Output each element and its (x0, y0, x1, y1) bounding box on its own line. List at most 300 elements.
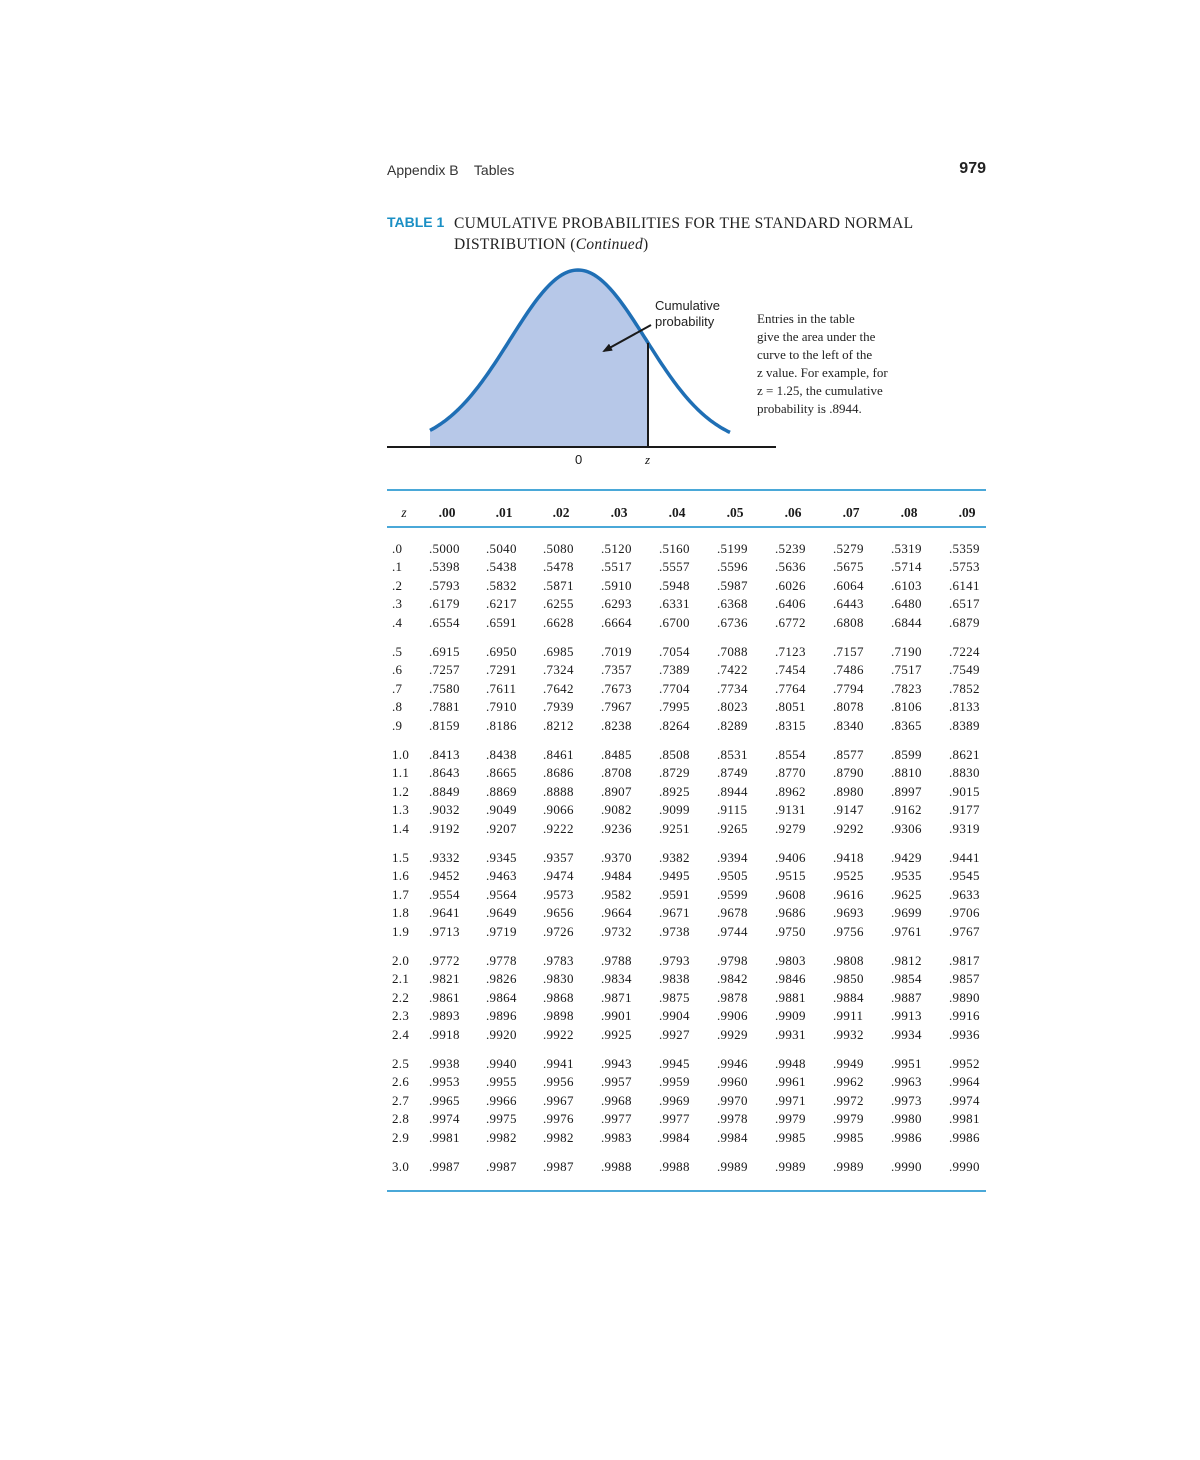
table-cell: .9177 (949, 802, 980, 818)
table-cell: .9357 (543, 850, 574, 865)
table-cell: .9545 (949, 868, 980, 884)
table-cell: .9976 (543, 1111, 574, 1127)
table-cell: .6772 (775, 614, 806, 630)
normal-curve-figure (0, 0, 1200, 480)
z-row-label: .7 (392, 680, 403, 696)
z-row-label: 2.8 (392, 1111, 410, 1127)
table-cell: .8340 (833, 717, 864, 733)
table-cell: .5199 (717, 541, 748, 556)
z-row-label: .2 (392, 577, 403, 593)
z-row-label: 1.1 (392, 765, 410, 781)
table-cell: .8997 (891, 783, 922, 799)
table-cell: .9750 (775, 923, 806, 939)
table-cell: .9772 (429, 953, 460, 968)
table-cell: .9943 (601, 1056, 632, 1071)
table-cell: .9970 (717, 1092, 748, 1108)
table-cell: .8212 (543, 717, 574, 733)
table-cell: .9925 (601, 1026, 632, 1042)
table-cell: .9977 (659, 1111, 690, 1127)
table-cell: .8389 (949, 717, 980, 733)
table-cell: .6103 (891, 577, 922, 593)
table-cell: .6915 (429, 644, 460, 659)
table-cell: .9972 (833, 1092, 864, 1108)
z-row-label: 2.3 (392, 1008, 410, 1024)
table-cell: .9808 (833, 953, 864, 968)
table-cell: .9949 (833, 1056, 864, 1071)
title-line2-suffix: ) (643, 236, 649, 253)
table-cell: .9306 (891, 820, 922, 836)
table-cell: .8686 (543, 765, 574, 781)
table-cell: .5000 (429, 541, 460, 556)
table-cell: .8461 (543, 747, 574, 762)
table-cell: .9664 (601, 905, 632, 921)
table-cell: .7257 (429, 662, 460, 678)
table-cell: .9955 (486, 1074, 517, 1090)
table-cell: .9901 (601, 1008, 632, 1024)
table-cell: .9893 (429, 1008, 460, 1024)
table-cell: .9982 (486, 1129, 517, 1145)
table-cell: .8830 (949, 765, 980, 781)
table-cell: .7764 (775, 680, 806, 696)
table-cell: .9898 (543, 1008, 574, 1024)
table-cell: .7454 (775, 662, 806, 678)
table-cell: .9032 (429, 802, 460, 818)
table-cell: .9931 (775, 1026, 806, 1042)
table-cell: .9066 (543, 802, 574, 818)
table-cell: .9783 (543, 953, 574, 968)
table-cell: .9370 (601, 850, 632, 865)
table-cell: .7673 (601, 680, 632, 696)
table-cell: .9147 (833, 802, 864, 818)
table-cell: .6664 (601, 614, 632, 630)
table-cell: .9956 (543, 1074, 574, 1090)
table-cell: .9484 (601, 868, 632, 884)
table-cell: .9599 (717, 886, 748, 902)
table-cell: .7088 (717, 644, 748, 659)
table-cell: .9821 (429, 971, 460, 987)
table-cell: .7291 (486, 662, 517, 678)
table-cell: .9418 (833, 850, 864, 865)
table-cell: .9922 (543, 1026, 574, 1042)
table-cell: .9927 (659, 1026, 690, 1042)
table-header-rule (387, 526, 986, 528)
table-cell: .9904 (659, 1008, 690, 1024)
table-cell: .9963 (891, 1074, 922, 1090)
table-cell: .9049 (486, 802, 517, 818)
note-line: z value. For example, for (757, 365, 888, 380)
table-cell: .9292 (833, 820, 864, 836)
table-cell: .9984 (659, 1129, 690, 1145)
table-cell: .9857 (949, 971, 980, 987)
table-cell: .8962 (775, 783, 806, 799)
table-cell: .5793 (429, 577, 460, 593)
table-cell: .5120 (601, 541, 632, 556)
table-cell: .9959 (659, 1074, 690, 1090)
table-cell: .9984 (717, 1129, 748, 1145)
table-cell: .9920 (486, 1026, 517, 1042)
z-row-label: 2.2 (392, 989, 410, 1005)
table-cell: .9929 (717, 1026, 748, 1042)
table-cell: .9881 (775, 989, 806, 1005)
z-row-label: .8 (392, 699, 403, 715)
table-cell: .9474 (543, 868, 574, 884)
table-cell: .6331 (659, 596, 690, 612)
z-row-label: 1.7 (392, 886, 410, 902)
table-cell: .9726 (543, 923, 574, 939)
table-cell: .9946 (717, 1056, 748, 1071)
table-cell: .9941 (543, 1056, 574, 1071)
table-cell: .5160 (659, 541, 690, 556)
table-cell: .9906 (717, 1008, 748, 1024)
table-cell: .9830 (543, 971, 574, 987)
column-header: .00 (438, 505, 456, 520)
table-cell: .7995 (659, 699, 690, 715)
table-cell: .9981 (949, 1111, 980, 1127)
table-cell: .9767 (949, 923, 980, 939)
table-cell: .8106 (891, 699, 922, 715)
table-cell: .9115 (717, 802, 748, 818)
table-cell: .9913 (891, 1008, 922, 1024)
table-cell: .9945 (659, 1056, 690, 1071)
table-cell: .8485 (601, 747, 632, 762)
table-cell: .9162 (891, 802, 922, 818)
table-cell: .9345 (486, 850, 517, 865)
table-cell: .5319 (891, 541, 922, 556)
z-row-label: 2.1 (392, 971, 410, 987)
column-header: .05 (726, 505, 744, 520)
column-header: .01 (495, 505, 513, 520)
page-number: 979 (959, 160, 986, 177)
table-cell: .9896 (486, 1008, 517, 1024)
table-cell: .9394 (717, 850, 748, 865)
table-cell: .9756 (833, 923, 864, 939)
table-cell: .9505 (717, 868, 748, 884)
table-cell: .9974 (429, 1111, 460, 1127)
table-cell: .8315 (775, 717, 806, 733)
table-cell: .5714 (891, 559, 922, 575)
table-cell: .8888 (543, 783, 574, 799)
column-header: .06 (784, 505, 802, 520)
table-cell: .9744 (717, 923, 748, 939)
table-cell: .9826 (486, 971, 517, 987)
column-header: .03 (610, 505, 628, 520)
table-cell: .5596 (717, 559, 748, 575)
table-cell: .9960 (717, 1074, 748, 1090)
table-cell: .8849 (429, 783, 460, 799)
table-cell: .7324 (543, 662, 574, 678)
table-cell: .9452 (429, 868, 460, 884)
table-cell: .9616 (833, 886, 864, 902)
table-cell: .7642 (543, 680, 574, 696)
table-cell: .9868 (543, 989, 574, 1005)
z-row-label: .4 (392, 614, 403, 630)
table-cell: .6141 (949, 577, 980, 593)
table-cell: .7611 (486, 680, 517, 696)
table-cell: .8708 (601, 765, 632, 781)
table-cell: .8790 (833, 765, 864, 781)
table-cell: .9382 (659, 850, 690, 865)
table-cell: .8508 (659, 747, 690, 762)
table-cell: .9693 (833, 905, 864, 921)
table-cell: .8365 (891, 717, 922, 733)
table-cell: .9236 (601, 820, 632, 836)
table-cell: .6628 (543, 614, 574, 630)
table-cell: .9951 (891, 1056, 922, 1071)
table-cell: .9990 (949, 1159, 980, 1174)
table-cell: .8413 (429, 747, 460, 762)
table-cell: .9990 (891, 1159, 922, 1174)
table-cell: .9641 (429, 905, 460, 921)
table-cell: .9846 (775, 971, 806, 987)
table-cell: .9884 (833, 989, 864, 1005)
table-cell: .8078 (833, 699, 864, 715)
table-cell: .9834 (601, 971, 632, 987)
table-cell: .8186 (486, 717, 517, 733)
z-row-label: 3.0 (392, 1159, 410, 1174)
table-cell: .7967 (601, 699, 632, 715)
table-cell: .9966 (486, 1092, 517, 1108)
table-cell: .8907 (601, 783, 632, 799)
table-cell: .6844 (891, 614, 922, 630)
table-cell: .9878 (717, 989, 748, 1005)
table-cell: .5987 (717, 577, 748, 593)
table-cell: .8770 (775, 765, 806, 781)
table-cell: .9986 (949, 1129, 980, 1145)
table-cell: .7517 (891, 662, 922, 678)
table-cell: .9965 (429, 1092, 460, 1108)
table-cell: .7190 (891, 644, 922, 659)
z-row-label: 1.9 (392, 923, 410, 939)
table-cell: .9981 (429, 1129, 460, 1145)
table-cell: .9778 (486, 953, 517, 968)
table-cell: .6950 (486, 644, 517, 659)
table-cell: .7852 (949, 680, 980, 696)
table-bottom-rule (387, 1190, 986, 1192)
table-cell: .8159 (429, 717, 460, 733)
table-cell: .9015 (949, 783, 980, 799)
table-cell: .9987 (543, 1159, 574, 1174)
z-row-label: 1.4 (392, 820, 410, 836)
table-cell: .7224 (949, 644, 980, 659)
table-cell: .6293 (601, 596, 632, 612)
table-cell: .6064 (833, 577, 864, 593)
table-cell: .9953 (429, 1074, 460, 1090)
table-cell: .9279 (775, 820, 806, 836)
table-cell: .8554 (775, 747, 806, 762)
table-cell: .7823 (891, 680, 922, 696)
table-cell: .9983 (601, 1129, 632, 1145)
table-cell: .9656 (543, 905, 574, 921)
table-cell: .6736 (717, 614, 748, 630)
table-cell: .8051 (775, 699, 806, 715)
column-header: .09 (958, 505, 976, 520)
table-cell: .9738 (659, 923, 690, 939)
table-cell: .9988 (601, 1159, 632, 1174)
table-cell: .9871 (601, 989, 632, 1005)
z-row-label: .3 (392, 596, 403, 612)
table-cell: .9932 (833, 1026, 864, 1042)
table-cell: .9678 (717, 905, 748, 921)
table-cell: .6700 (659, 614, 690, 630)
table-cell: .9842 (717, 971, 748, 987)
table-cell: .9573 (543, 886, 574, 902)
z-column-header: z (401, 505, 407, 520)
table-cell: .7881 (429, 699, 460, 715)
table-cell: .9788 (601, 953, 632, 968)
table-cell: .9082 (601, 802, 632, 818)
table-cell: .6026 (775, 577, 806, 593)
table-cell: .8944 (717, 783, 748, 799)
table-cell: .5478 (543, 559, 574, 575)
table-cell: .9582 (601, 886, 632, 902)
table-cell: .5871 (543, 577, 574, 593)
table-cell: .5438 (486, 559, 517, 575)
table-cell: .9525 (833, 868, 864, 884)
table-cell: .5239 (775, 541, 806, 556)
table-cell: .9706 (949, 905, 980, 921)
z-row-label: 2.6 (392, 1074, 410, 1090)
table-cell: .9973 (891, 1092, 922, 1108)
table-cell: .9961 (775, 1074, 806, 1090)
annotation-line-2: probability (655, 314, 715, 329)
table-cell: .9982 (543, 1129, 574, 1145)
table-cell: .9890 (949, 989, 980, 1005)
table-cell: .9864 (486, 989, 517, 1005)
table-cell: .9793 (659, 953, 690, 968)
title-line2-italic: Continued (575, 236, 644, 253)
table-cell: .9761 (891, 923, 922, 939)
table-cell: .8238 (601, 717, 632, 733)
note-line: curve to the left of the (757, 347, 873, 362)
table-cell: .6368 (717, 596, 748, 612)
table-cell: .5517 (601, 559, 632, 575)
table-cell: .9987 (486, 1159, 517, 1174)
table-cell: .7019 (601, 644, 632, 659)
table-cell: .9974 (949, 1092, 980, 1108)
table-cell: .6591 (486, 614, 517, 630)
table-cell: .9719 (486, 923, 517, 939)
note-line: give the area under the (757, 329, 876, 344)
z-row-label: 1.5 (392, 850, 410, 865)
table-cell: .7123 (775, 644, 806, 659)
table-cell: .9964 (949, 1074, 980, 1090)
table-cell: .9649 (486, 905, 517, 921)
table-cell: .9934 (891, 1026, 922, 1042)
table-cell: .9909 (775, 1008, 806, 1024)
table-cell: .9916 (949, 1008, 980, 1024)
table-cell: .9812 (891, 953, 922, 968)
table-cell: .8749 (717, 765, 748, 781)
table-cell: .9798 (717, 953, 748, 968)
table-cell: .6217 (486, 596, 517, 612)
entries-note (757, 310, 932, 418)
note-line: Entries in the table (757, 311, 855, 326)
table-cell: .5359 (949, 541, 980, 556)
table-cell: .8925 (659, 783, 690, 799)
table-cell: .9406 (775, 850, 806, 865)
table-cell: .9979 (775, 1111, 806, 1127)
table-cell: .9251 (659, 820, 690, 836)
z-row-label: 2.4 (392, 1026, 410, 1042)
table-cell: .9911 (833, 1008, 864, 1024)
table-cell: .5675 (833, 559, 864, 575)
table-cell: .9979 (833, 1111, 864, 1127)
table-cell: .5398 (429, 559, 460, 575)
table-cell: .6808 (833, 614, 864, 630)
table-cell: .9978 (717, 1111, 748, 1127)
cumulative-probability-label (655, 298, 720, 330)
table-cell: .7580 (429, 680, 460, 696)
table-cell: .5040 (486, 541, 517, 556)
table-cell: .9732 (601, 923, 632, 939)
table-label: TABLE 1 (387, 214, 445, 230)
table-cell: .8980 (833, 783, 864, 799)
z-row-label: 2.7 (392, 1092, 410, 1108)
note-line: probability is .8944. (757, 401, 862, 416)
table-cell: .9962 (833, 1074, 864, 1090)
table-cell: .8599 (891, 747, 922, 762)
table-cell: .9625 (891, 886, 922, 902)
table-cell: .9938 (429, 1056, 460, 1071)
z-row-label: 2.9 (392, 1129, 410, 1145)
table-cell: .9918 (429, 1026, 460, 1042)
table-cell: .9936 (949, 1026, 980, 1042)
table-cell: .9861 (429, 989, 460, 1005)
table-cell: .5910 (601, 577, 632, 593)
table-cell: .9319 (949, 820, 980, 836)
table-cell: .9686 (775, 905, 806, 921)
table-cell: .9817 (949, 953, 980, 968)
table-cell: .6406 (775, 596, 806, 612)
table-cell: .5279 (833, 541, 864, 556)
table-cell: .9967 (543, 1092, 574, 1108)
title-line2-prefix: DISTRIBUTION ( (454, 236, 576, 253)
axis-label-z: z (645, 452, 651, 467)
table-cell: .9980 (891, 1111, 922, 1127)
table-cell: .9207 (486, 820, 517, 836)
table-cell: .8577 (833, 747, 864, 762)
table-cell: .7910 (486, 699, 517, 715)
table-cell: .8621 (949, 747, 980, 762)
table-cell: .9463 (486, 868, 517, 884)
column-header: .08 (900, 505, 918, 520)
table-cell: .9838 (659, 971, 690, 987)
table-cell: .5948 (659, 577, 690, 593)
table-cell: .6480 (891, 596, 922, 612)
column-header: .02 (552, 505, 570, 520)
z-row-label: 1.8 (392, 905, 410, 921)
table-cell: .7389 (659, 662, 690, 678)
table-cell: .8729 (659, 765, 690, 781)
table-cell: .5080 (543, 541, 574, 556)
table-cell: .9713 (429, 923, 460, 939)
running-head: Appendix B Tables (387, 162, 515, 178)
z-row-label: 1.0 (392, 747, 410, 762)
table-cell: .5557 (659, 559, 690, 575)
table-cell: .6179 (429, 596, 460, 612)
table-cell: .9850 (833, 971, 864, 987)
z-row-label: 1.3 (392, 802, 410, 818)
table-cell: .9968 (601, 1092, 632, 1108)
table-cell: .9977 (601, 1111, 632, 1127)
table-cell: .9969 (659, 1092, 690, 1108)
table-cell: .9989 (775, 1159, 806, 1174)
table-cell: .7794 (833, 680, 864, 696)
table-cell: .9985 (775, 1129, 806, 1145)
table-cell: .8023 (717, 699, 748, 715)
table-cell: .5753 (949, 559, 980, 575)
z-row-label: 1.2 (392, 783, 410, 799)
